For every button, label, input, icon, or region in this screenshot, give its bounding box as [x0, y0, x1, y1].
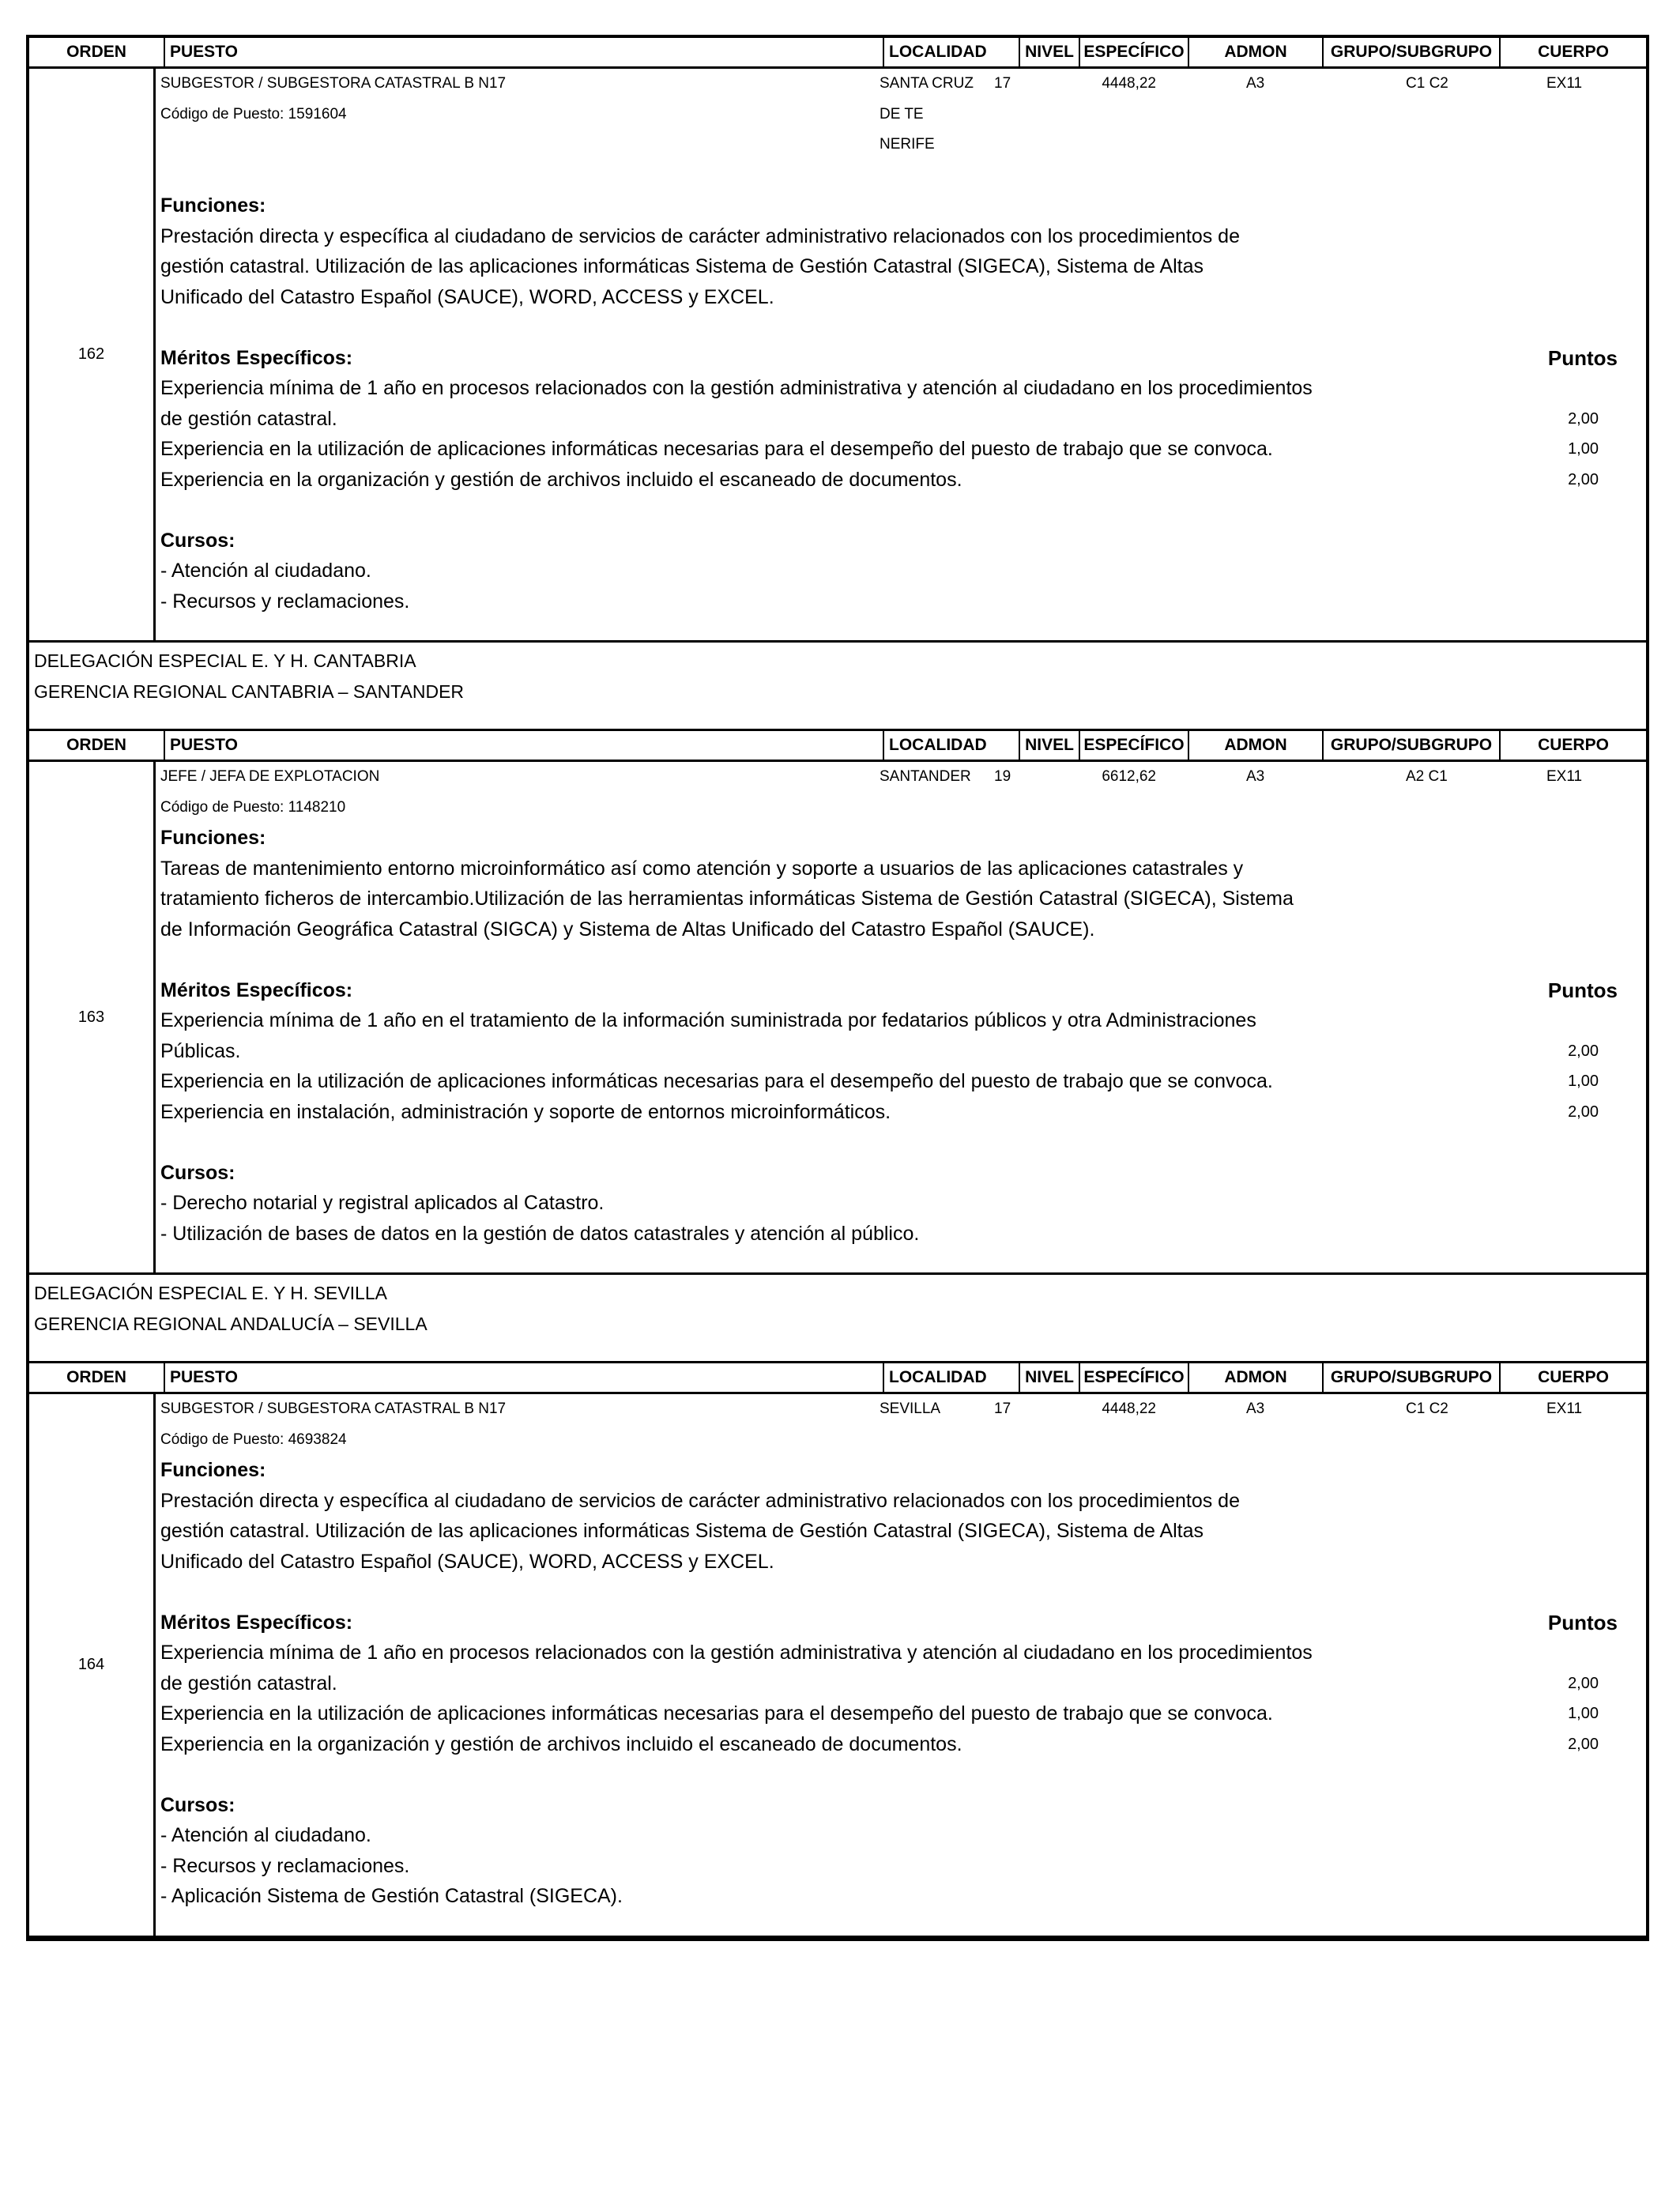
header-cuerpo: CUERPO — [1538, 1368, 1609, 1386]
merito-text: de gestión catastral. — [160, 407, 337, 430]
meritos-heading — [156, 343, 1646, 374]
header-localidad: LOCALIDAD — [884, 731, 1020, 760]
merito-line — [156, 373, 1646, 404]
puesto-name: JEFE / JEFA DE EXPLOTACION — [160, 768, 380, 785]
header-admon: ADMON — [1189, 1363, 1324, 1392]
puntos-value: 2,00 — [1568, 409, 1599, 428]
nivel: 19 — [994, 768, 1011, 785]
delegacion-name: DELEGACIÓN ESPECIAL E. Y H. CANTABRIA — [34, 650, 416, 671]
delegacion-block — [29, 1275, 1646, 1363]
localidad: SEVILLA — [880, 1400, 941, 1417]
header-orden: ORDEN — [29, 38, 165, 66]
funciones-heading: Funciones: — [160, 827, 266, 849]
merito-line — [156, 1638, 1646, 1668]
puntos-value: 1,00 — [1568, 1705, 1599, 1722]
puntos-label: Puntos — [1547, 345, 1618, 370]
puntos-label: Puntos — [1547, 978, 1618, 1002]
orden-number: 162 — [29, 69, 156, 640]
merito-line — [156, 1729, 1646, 1760]
gerencia-name: GERENCIA REGIONAL CANTABRIA – SANTANDER — [34, 680, 465, 702]
curso-item: - Utilización de bases de datos en la gestión de datos catastrales y atención al público. — [160, 1222, 920, 1245]
puntos-value: 1,00 — [1568, 1072, 1599, 1090]
puntos-value: 2,00 — [1568, 1103, 1599, 1121]
grupo: C1 C2 — [1406, 1400, 1448, 1417]
merito-text: Experiencia en la organización y gestión de archivos incluido el escaneado de documentos. — [160, 1732, 962, 1755]
curso-item: - Recursos y reclamaciones. — [160, 590, 410, 613]
merito-text: Experiencia en la organización y gestión de archivos incluido el escaneado de documentos. — [160, 468, 962, 491]
merito-text: Experiencia en la utilización de aplicaciones informáticas necesarias para el desempeño del puesto de trabajo que se convoca. — [160, 1070, 1273, 1092]
header-admon: ADMON — [1189, 38, 1324, 66]
spacer — [156, 312, 1646, 343]
funciones-heading: Funciones: — [160, 194, 266, 217]
puntos-value: 2,00 — [1568, 1735, 1599, 1753]
info-row — [156, 1425, 1646, 1456]
spacer — [156, 1577, 1646, 1608]
spacer — [156, 1759, 1646, 1790]
puesto-name: SUBGESTOR / SUBGESTORA CATASTRAL B N17 — [160, 75, 507, 92]
codigo-puesto: Código de Puesto: 1148210 — [160, 798, 346, 816]
meritos-heading — [156, 1608, 1646, 1638]
info-row — [156, 130, 1646, 160]
delegacion-block — [29, 643, 1646, 731]
orden-number: 164 — [29, 1394, 156, 1936]
table-header — [29, 38, 1646, 69]
header-especifico: ESPECÍFICO — [1080, 38, 1189, 66]
meritos-label: Méritos Específicos: — [160, 978, 353, 1001]
merito-text: Experiencia en la utilización de aplicaciones informáticas necesarias para el desempeño del puesto de trabajo que se convoca. — [160, 1702, 1273, 1725]
grupo: A2 C1 — [1406, 768, 1448, 785]
header-especifico: ESPECÍFICO — [1080, 1363, 1189, 1392]
meritos-label: Méritos Específicos: — [160, 1611, 353, 1634]
codigo-puesto: Código de Puesto: 4693824 — [160, 1431, 347, 1448]
header-localidad: LOCALIDAD — [884, 38, 1020, 66]
info-row — [156, 69, 1646, 100]
table-row — [29, 69, 1646, 643]
especifico: 4448,22 — [1102, 75, 1156, 92]
funciones-line: gestión catastral. Utilización de las aplicaciones informáticas Sistema de Gestión Catastral (SIGECA), Sistema de Altas — [160, 255, 1204, 277]
funciones-line: Unificado del Catastro Español (SAUCE), WORD, ACCESS y EXCEL. — [160, 1550, 774, 1573]
funciones-line: Prestación directa y específica al ciudadano de servicios de carácter administrativo relacionados con los procedimientos de — [160, 224, 1240, 247]
localidad: NERIFE — [880, 136, 935, 153]
localidad: SANTA CRUZ — [880, 75, 974, 92]
spacer — [156, 1127, 1646, 1158]
header-nivel: NIVEL — [1020, 38, 1080, 66]
merito-line — [156, 1668, 1646, 1699]
spacer — [156, 160, 1646, 191]
header-cuerpo: CUERPO — [1538, 43, 1609, 61]
curso-item: - Atención al ciudadano. — [160, 560, 371, 582]
table-header — [29, 731, 1646, 762]
merito-text: Experiencia mínima de 1 año en procesos relacionados con la gestión administrativa y atención al ciudadano en los procedimientos — [160, 377, 1313, 399]
cuerpo: EX11 — [1546, 1400, 1583, 1417]
cursos-heading: Cursos: — [160, 1161, 235, 1184]
delegacion-name: DELEGACIÓN ESPECIAL E. Y H. SEVILLA — [34, 1283, 387, 1303]
gerencia-name: GERENCIA REGIONAL ANDALUCÍA – SEVILLA — [34, 1313, 428, 1334]
header-localidad: LOCALIDAD — [884, 1363, 1020, 1392]
curso-item: - Aplicación Sistema de Gestión Catastral (SIGECA). — [160, 1885, 623, 1907]
table-row — [29, 762, 1646, 1275]
header-grupo: GRUPO/SUBGRUPO — [1324, 731, 1501, 760]
header-puesto: PUESTO — [165, 731, 884, 760]
cursos-heading: Cursos: — [160, 529, 235, 552]
header-orden: ORDEN — [29, 731, 165, 760]
puesto-name: SUBGESTOR / SUBGESTORA CATASTRAL B N17 — [160, 1400, 507, 1417]
info-row — [156, 100, 1646, 130]
funciones-heading: Funciones: — [160, 1459, 266, 1481]
curso-item: - Derecho notarial y registral aplicados al Catastro. — [160, 1192, 605, 1214]
merito-text: de gestión catastral. — [160, 1672, 337, 1695]
localidad: SANTANDER — [880, 768, 971, 785]
merito-text: Experiencia en la utilización de aplicaciones informáticas necesarias para el desempeño del puesto de trabajo que se convoca. — [160, 438, 1273, 460]
nivel: 17 — [994, 1400, 1011, 1417]
localidad: DE TE — [880, 105, 924, 123]
header-grupo: GRUPO/SUBGRUPO — [1324, 1363, 1501, 1392]
header-cuerpo: CUERPO — [1538, 736, 1609, 754]
especifico: 4448,22 — [1102, 1400, 1156, 1417]
puesto-detail — [156, 1394, 1646, 1936]
cursos-heading: Cursos: — [160, 1793, 235, 1816]
cuerpo: EX11 — [1546, 768, 1583, 785]
admon: A3 — [1246, 75, 1265, 92]
cuerpo: EX11 — [1546, 75, 1583, 92]
spacer — [156, 495, 1646, 526]
puntos-value: 1,00 — [1568, 440, 1599, 458]
merito-line — [156, 434, 1646, 465]
header-grupo: GRUPO/SUBGRUPO — [1324, 38, 1501, 66]
merito-line — [156, 1066, 1646, 1097]
puntos-value: 2,00 — [1568, 1042, 1599, 1060]
nivel: 17 — [994, 75, 1011, 92]
header-puesto: PUESTO — [165, 1363, 884, 1392]
admon: A3 — [1246, 768, 1265, 785]
merito-text: Experiencia mínima de 1 año en el tratamiento de la información suministrada por fedatarios públicos y otra Administraciones — [160, 1009, 1256, 1031]
merito-line — [156, 1698, 1646, 1729]
table-row — [29, 1394, 1646, 1938]
especifico: 6612,62 — [1102, 768, 1156, 785]
puesto-detail — [156, 69, 1646, 640]
header-puesto: PUESTO — [165, 38, 884, 66]
merito-text: Públicas. — [160, 1039, 241, 1062]
admon: A3 — [1246, 1400, 1265, 1417]
puntos-value: 2,00 — [1568, 470, 1599, 488]
puesto-detail — [156, 762, 1646, 1272]
merito-line — [156, 1036, 1646, 1067]
info-row — [156, 1394, 1646, 1425]
table-header — [29, 1363, 1646, 1394]
puntos-label: Puntos — [1547, 1610, 1618, 1634]
merito-text: Experiencia mínima de 1 año en procesos relacionados con la gestión administrativa y atención al ciudadano en los procedimientos — [160, 1642, 1313, 1664]
codigo-puesto: Código de Puesto: 1591604 — [160, 105, 347, 123]
merito-line — [156, 465, 1646, 496]
grupo: C1 C2 — [1406, 75, 1448, 92]
funciones-line: Tareas de mantenimiento entorno microinformático así como atención y soporte a usuarios de las aplicaciones catastrales y — [160, 857, 1244, 880]
merito-line — [156, 404, 1646, 435]
orden-number: 163 — [29, 762, 156, 1272]
funciones-line: tratamiento ficheros de intercambio.Utilización de las herramientas informáticas Sistema de Gestión Catastral (SIGECA), Sistema — [160, 888, 1294, 910]
info-row — [156, 762, 1646, 793]
header-admon: ADMON — [1189, 731, 1324, 760]
merito-text: Experiencia en instalación, administración y soporte de entornos microinformáticos. — [160, 1100, 891, 1123]
merito-line — [156, 1097, 1646, 1128]
meritos-heading — [156, 975, 1646, 1006]
merito-line — [156, 1005, 1646, 1036]
curso-item: - Atención al ciudadano. — [160, 1824, 371, 1846]
funciones-line: Prestación directa y específica al ciudadano de servicios de carácter administrativo relacionados con los procedimientos de — [160, 1489, 1240, 1512]
header-nivel: NIVEL — [1020, 1363, 1080, 1392]
header-nivel: NIVEL — [1020, 731, 1080, 760]
curso-item: - Recursos y reclamaciones. — [160, 1854, 410, 1877]
funciones-line: Unificado del Catastro Español (SAUCE), WORD, ACCESS y EXCEL. — [160, 285, 774, 308]
puntos-value: 2,00 — [1568, 1674, 1599, 1692]
header-especifico: ESPECÍFICO — [1080, 731, 1189, 760]
meritos-label: Méritos Específicos: — [160, 346, 353, 369]
funciones-line: gestión catastral. Utilización de las aplicaciones informáticas Sistema de Gestión Catastral (SIGECA), Sistema de Altas — [160, 1520, 1204, 1542]
spacer — [156, 944, 1646, 975]
info-row — [156, 793, 1646, 824]
header-orden: ORDEN — [29, 1363, 165, 1392]
funciones-line: de Información Geográfica Catastral (SIGCA) y Sistema de Altas Unificado del Catastro Español (SAUCE). — [160, 918, 1095, 941]
document-table — [26, 35, 1649, 1941]
